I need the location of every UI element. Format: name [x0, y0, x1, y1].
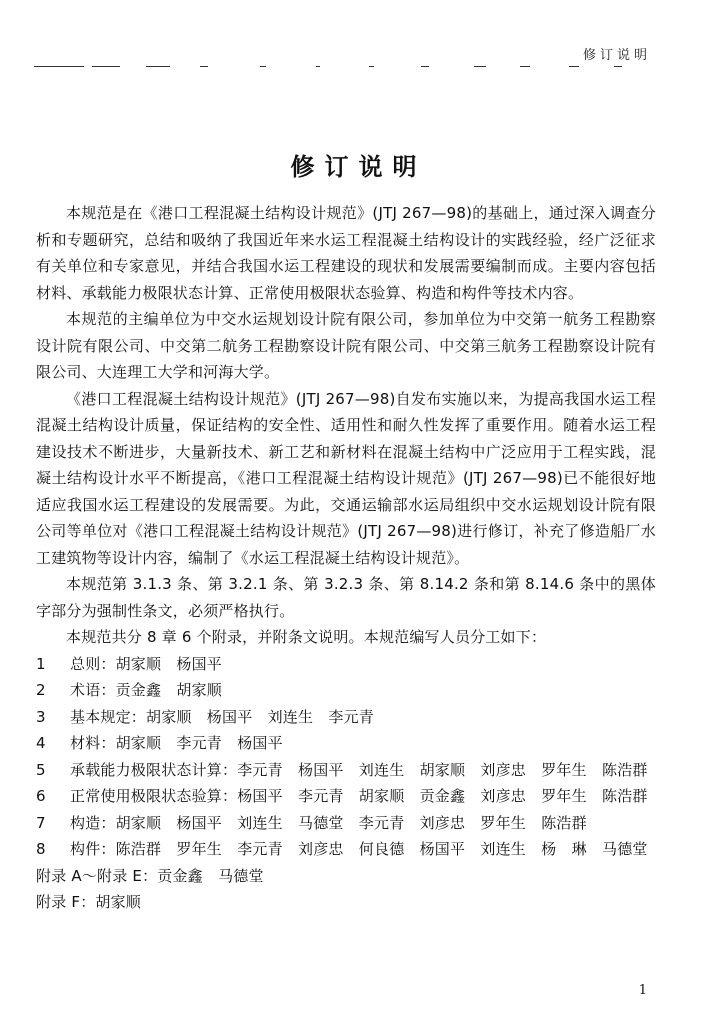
item-number: 1: [36, 654, 46, 673]
revision-text: [36, 200, 656, 916]
list-item: [36, 677, 656, 704]
item-text: 材料：胡家顺 李元青 杨国平: [70, 734, 283, 752]
item-number: 7: [36, 813, 46, 832]
paragraph-units: 本规范的主编单位为中交水运规划设计院有限公司，参加单位为中交第一航务工程勘察设计院有限公司、中交第二航务工程勘察设计院有限公司、中交第三航务工程勘察设计院有限公司、大连理工大学和河海大学。: [36, 310, 656, 381]
list-item: [36, 704, 656, 731]
list-item: [36, 810, 656, 837]
author-assignment-list: [36, 651, 656, 863]
item-text: 术语：贡金鑫 胡家顺: [70, 681, 223, 699]
item-text: 构件：陈浩群 罗年生 李元青 刘彦忠 何良德 杨国平 刘连生 杨 琳 马德堂: [70, 840, 648, 858]
appendix-line: 附录 F：胡家顺: [36, 893, 141, 911]
item-number: 6: [36, 787, 46, 805]
paragraph-mandatory: 本规范第 3.1.3 条、第 3.2.1 条、第 3.2.3 条、第 8.14.2 条和第 8.14.6 条中的黑体字部分为强制性条文，必须严格执行。: [36, 575, 656, 620]
list-item: [36, 730, 656, 757]
item-number: 5: [36, 760, 46, 779]
item-text: 承载能力极限状态计算：李元青 杨国平 刘连生 胡家顺 刘彦忠 罗年生 陈浩群: [70, 760, 648, 779]
running-header: 修订说明: [582, 48, 651, 63]
list-item: [36, 783, 656, 810]
item-number: 8: [36, 840, 46, 858]
item-text: 总则：胡家顺 杨国平: [70, 654, 223, 673]
page-title: 修订说明: [290, 152, 427, 181]
item-text: 基本规定：胡家顺 杨国平 刘连生 李元青: [70, 707, 375, 726]
item-number: 2: [36, 681, 46, 699]
item-text: 正常使用极限状态验算：杨国平 李元青 胡家顺 贡金鑫 刘彦忠 罗年生 陈浩群: [70, 787, 648, 805]
list-item: [36, 651, 656, 678]
item-number: 3: [36, 707, 46, 726]
list-item: [36, 757, 656, 784]
paragraph-background: 《港口工程混凝土结构设计规范》(JTJ 267—98)自发布实施以来，为提高我国水运工程混凝土结构设计质量，保证结构的安全性、适用性和耐久性发挥了重要作用。随着水运工程建设技术不断进步，大量新技术、新工艺和新材料在混凝土结构中广泛应用于工程实践，混凝土结构设计水平不断提高，《港口工程混凝土结构设计规范》(JTJ 267—98)已不能很好地适应我国水运工程建设的发展需要。为此，交通运输部水运局组织中交水运规划设计院有限公司等单位对《港口工程混凝土结构设计规范》(JTJ 267—98)进行修订，补充了修造船厂水工建筑物等设计内容，编制了《水运工程混凝土结构设计规范》。: [36, 389, 656, 567]
item-text: 构造：胡家顺 杨国平 刘连生 马德堂 李元青 刘彦忠 罗年生 陈浩群: [70, 813, 587, 832]
item-number: 4: [36, 734, 46, 752]
paragraph-intro: 本规范是在《港口工程混凝土结构设计规范》(JTJ 267—98)的基础上，通过深入调查分析和专题研究，总结和吸纳了我国近年来水运工程混凝土结构设计的实践经验，经广泛征求有关单位和专家意见，并结合我国水运工程建设的现状和发展需要编制而成。主要内容包括材料、承载能力极限状态计算、正常使用极限状态验算、构造和构件等技术内容。: [36, 204, 656, 302]
list-item: [36, 836, 656, 863]
appendix-line: 附录 A～附录 E：贡金鑫 马德堂: [36, 866, 264, 885]
header-rule: [34, 66, 644, 69]
page-number: 1: [638, 983, 647, 998]
paragraph-structure: 本规范共分 8 章 6 个附录，并附条文说明。本规范编写人员分工如下：: [66, 628, 547, 646]
